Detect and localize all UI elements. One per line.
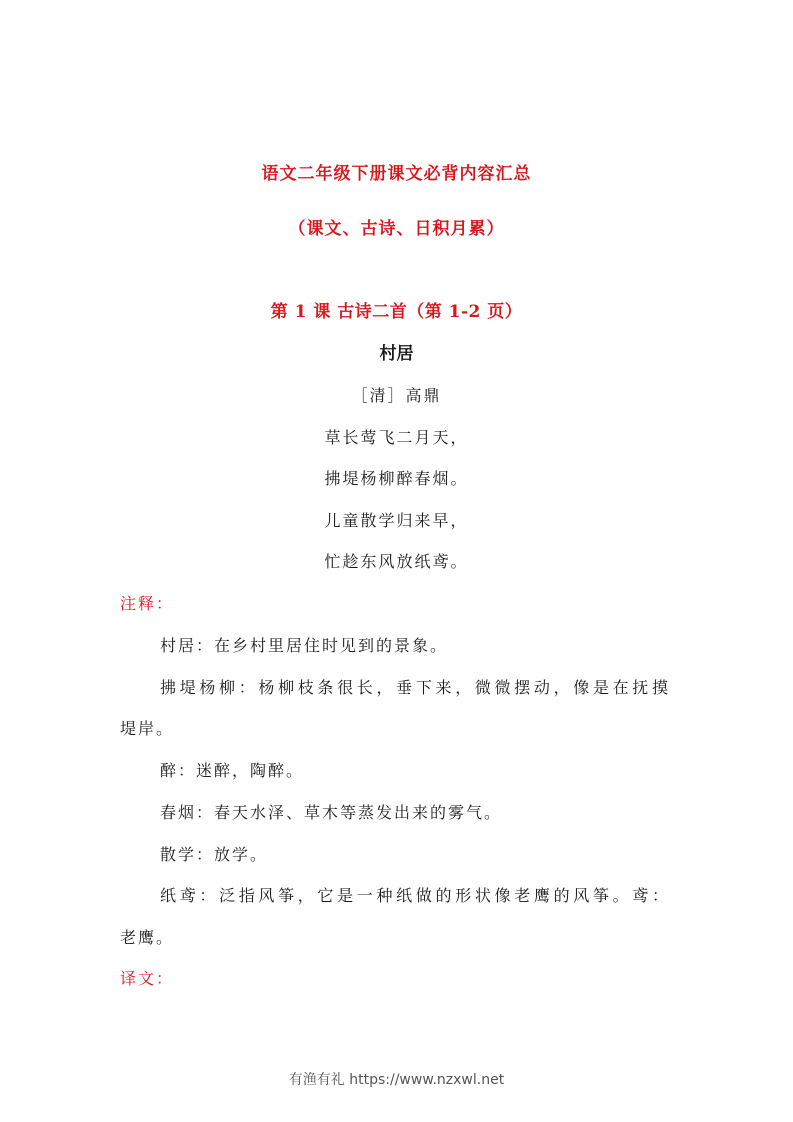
note-item: 醉：迷醉，陶醉。 (160, 761, 305, 780)
poem-author: ［清］高鼎 (351, 386, 442, 405)
note-item: 老鹰。 (120, 928, 175, 947)
note-item: 纸鸢：泛指风筝，它是一种纸做的形状像老鹰的风筝。鸢： (160, 886, 670, 905)
poem-line-3: 儿童散学归来早， (324, 511, 469, 530)
note-item: 春烟：春天水泽、草木等蒸发出来的雾气。 (160, 803, 503, 822)
poem-line-4: 忙趁东风放纸鸢。 (324, 552, 469, 571)
footer-watermark: 有渔有礼 https://www.nzxwl.net (288, 1072, 505, 1088)
note-item: 拂堤杨柳：杨柳枝条很长，垂下来，微微摆动，像是在抚摸 (160, 678, 670, 697)
poem-title: 村居 (379, 344, 414, 364)
poem-line-1: 草长莺飞二月天， (324, 428, 469, 447)
lesson-heading: 第 1 课 古诗二首（第 1-2 页） (270, 302, 523, 322)
note-item: 堤岸。 (120, 719, 175, 738)
document-title: 语文二年级下册课文必背内容汇总 (261, 164, 532, 184)
note-item: 村居：在乡村里居住时见到的景象。 (160, 636, 449, 655)
note-item: 散学：放学。 (160, 845, 269, 864)
poem-line-2: 拂堤杨柳醉春烟。 (324, 469, 469, 488)
translation-heading: 译文： (120, 969, 175, 988)
document-subtitle: （课文、古诗、日积月累） (288, 219, 505, 239)
notes-heading: 注释： (120, 594, 175, 613)
